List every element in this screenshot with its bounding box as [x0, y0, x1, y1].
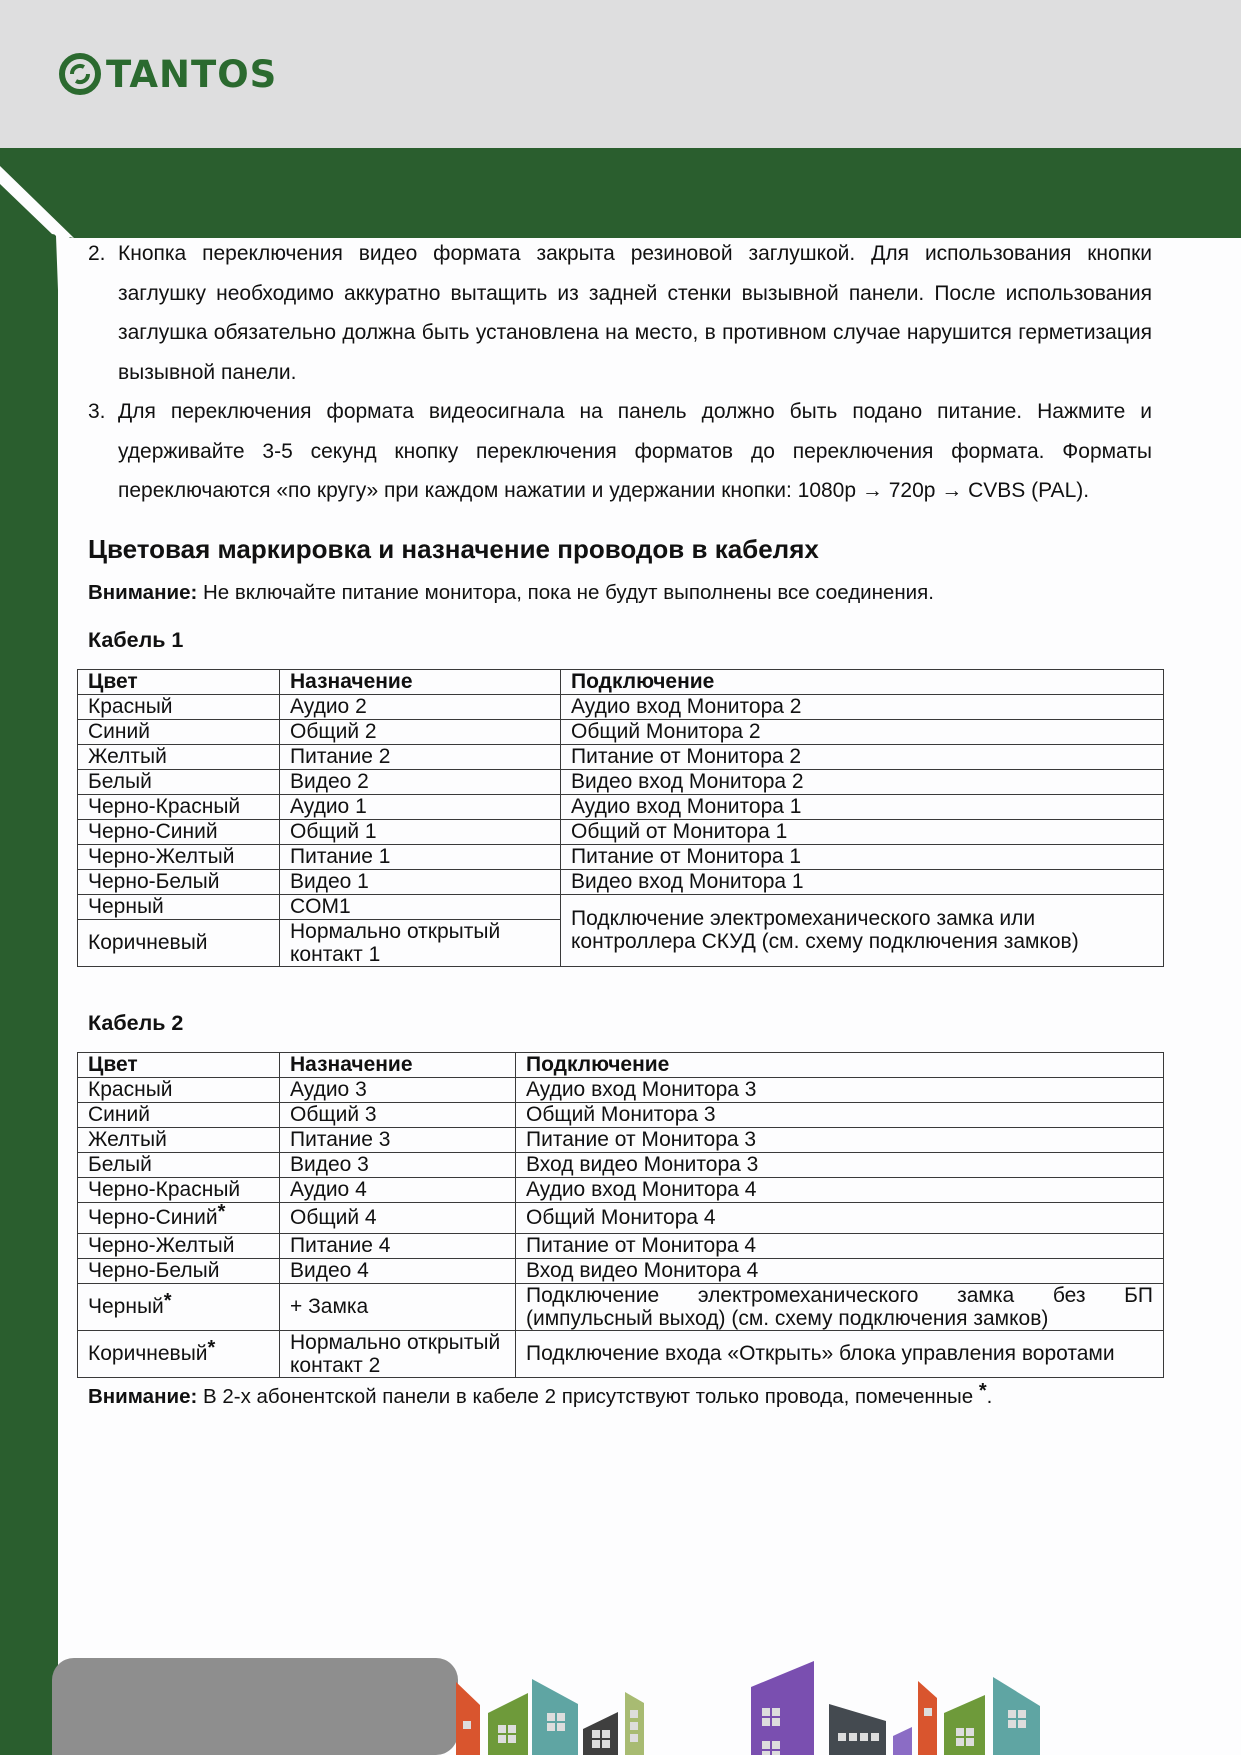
wire-color-label: Черный — [88, 1295, 164, 1318]
building — [456, 1682, 480, 1755]
wire-color — [78, 1152, 280, 1177]
wire-color: Черно-Синий — [78, 819, 280, 844]
table-row — [78, 769, 1164, 794]
table-row — [78, 819, 1164, 844]
wire-color — [78, 1202, 280, 1233]
wire-purpose: Нормально открытый контакт 2 — [280, 1330, 516, 1377]
brand-name: TANTOS — [106, 52, 278, 96]
table-row — [78, 744, 1164, 769]
wire-purpose: Питание 3 — [280, 1127, 516, 1152]
table-row — [78, 1102, 1164, 1127]
table-row — [78, 1258, 1164, 1283]
wire-connection: Общий Монитора 4 — [516, 1202, 1164, 1233]
asterisk-mark: * — [217, 1201, 226, 1223]
attention-note-2 — [88, 1379, 1152, 1410]
building — [944, 1695, 985, 1755]
attention-text: В 2-х абонентской панели в кабеле 2 присутствуют только провода, помеченные — [197, 1384, 979, 1408]
wire-connection: Аудио вход Монитора 4 — [516, 1177, 1164, 1202]
table-row — [78, 844, 1164, 869]
attention-label: Внимание: — [88, 580, 198, 604]
wire-color-label: Желтый — [88, 1128, 167, 1151]
asterisk-mark: * — [207, 1337, 216, 1359]
gray-panel — [52, 1658, 458, 1755]
document-body — [88, 234, 1152, 1410]
table-row — [78, 694, 1164, 719]
wire-color — [78, 1177, 280, 1202]
wire-color — [78, 1330, 280, 1377]
wire-connection: Аудио вход Монитора 3 — [516, 1077, 1164, 1102]
step-text: Кнопка переключения видео формата закрыта резиновой заглушкой. Для использования кнопки заглушку необходимо аккуратно вытащить из задней стенки вызывной панели. После использования заглушка обязательно должна быть установлена на место, в противном случае нарушится герметизация вызывной панели. — [118, 242, 1152, 384]
wire-color: Черно-Белый — [78, 869, 280, 894]
building — [993, 1677, 1040, 1755]
wire-purpose: Видео 4 — [280, 1258, 516, 1283]
cable1-table — [77, 669, 1164, 967]
cable2-title: Кабель 2 — [88, 1010, 184, 1035]
wire-connection: Питание от Монитора 3 — [516, 1127, 1164, 1152]
wire-color: Желтый — [78, 744, 280, 769]
wire-color-label: Коричневый — [88, 1342, 208, 1365]
step-number: 2. — [88, 242, 106, 265]
wire-purpose: Аудио 4 — [280, 1177, 516, 1202]
wire-color: Красный — [78, 694, 280, 719]
wire-connection: Питание от Монитора 1 — [561, 844, 1164, 869]
wire-connection: Вход видео Монитора 3 — [516, 1152, 1164, 1177]
wire-connection: Видео вход Монитора 2 — [561, 769, 1164, 794]
wire-color: Черный — [78, 894, 280, 919]
wire-purpose: Питание 4 — [280, 1233, 516, 1258]
table-row — [78, 1152, 1164, 1177]
table-row — [78, 1283, 1164, 1330]
steps-list — [88, 234, 1152, 511]
attention-end: . — [986, 1384, 993, 1408]
building — [829, 1704, 886, 1755]
wire-connection: Общий Монитора 2 — [561, 719, 1164, 744]
asterisk-mark: * — [978, 1379, 987, 1402]
wire-purpose: Аудио 3 — [280, 1077, 516, 1102]
building — [751, 1661, 814, 1755]
table-row — [78, 794, 1164, 819]
wire-connection: Общий от Монитора 1 — [561, 819, 1164, 844]
table-header-row — [78, 1052, 1164, 1077]
wire-color — [78, 1077, 280, 1102]
wire-connection: Видео вход Монитора 1 — [561, 869, 1164, 894]
table-row — [78, 1233, 1164, 1258]
attention-note — [88, 580, 1152, 606]
wire-color — [78, 1258, 280, 1283]
header-connection: Подключение — [516, 1052, 1164, 1077]
building — [583, 1712, 618, 1755]
wire-purpose: Общий 1 — [280, 819, 561, 844]
wire-color-label: Черно-Желтый — [88, 1234, 235, 1257]
wire-color: Синий — [78, 719, 280, 744]
wire-connection: Аудио вход Монитора 1 — [561, 794, 1164, 819]
wire-color-label: Белый — [88, 1153, 152, 1176]
wire-purpose: Общий 4 — [280, 1202, 516, 1233]
wire-color: Белый — [78, 769, 280, 794]
wire-connection: Подключение электромеханического замка или контроллера СКУД (см. схему подключения замков) — [561, 894, 1164, 966]
cable1-title: Кабель 1 — [88, 627, 184, 652]
wire-connection: Подключение входа «Открыть» блока управления воротами — [516, 1330, 1164, 1377]
wire-purpose: Общий 2 — [280, 719, 561, 744]
step-number: 3. — [88, 400, 106, 423]
attention-label: Внимание: — [88, 1384, 198, 1408]
wire-color — [78, 1127, 280, 1152]
wire-color-label: Черно-Синий — [88, 1206, 218, 1229]
step-item — [88, 392, 1152, 511]
city-buildings-illustration — [0, 1600, 1241, 1755]
wire-purpose: Видео 2 — [280, 769, 561, 794]
building — [488, 1693, 528, 1755]
wire-color — [78, 1233, 280, 1258]
header-connection: Подключение — [561, 669, 1164, 694]
wire-purpose: Видео 1 — [280, 869, 561, 894]
wire-purpose: Видео 3 — [280, 1152, 516, 1177]
wire-purpose: Нормально открытый контакт 1 — [280, 919, 561, 966]
wire-color-label: Красный — [88, 1078, 173, 1101]
table-row — [78, 1202, 1164, 1233]
wire-purpose: Питание 2 — [280, 744, 561, 769]
cable2-table — [77, 1052, 1164, 1378]
table-row — [78, 1127, 1164, 1152]
header-purpose: Назначение — [280, 1052, 516, 1077]
section-title: Цветовая маркировка и назначение проводов в кабелях — [88, 533, 819, 564]
table-row — [78, 1177, 1164, 1202]
wire-connection: Аудио вход Монитора 2 — [561, 694, 1164, 719]
building — [893, 1727, 912, 1755]
wire-purpose: Аудио 1 — [280, 794, 561, 819]
wire-purpose: Питание 1 — [280, 844, 561, 869]
wire-purpose: Аудио 2 — [280, 694, 561, 719]
wire-connection: Питание от Монитора 4 — [516, 1233, 1164, 1258]
attention-text: Не включайте питание монитора, пока не будут выполнены все соединения. — [197, 580, 934, 604]
building — [918, 1681, 937, 1755]
table-row — [78, 869, 1164, 894]
wire-connection: Подключение электромеханического замка без БП (импульсный выход) (см. схему подключения замков) — [516, 1283, 1164, 1330]
header-color: Цвет — [78, 1052, 280, 1077]
wire-purpose: COM1 — [280, 894, 561, 919]
table-row — [78, 719, 1164, 744]
step-text: Для переключения формата видеосигнала на панель должно быть подано питание. Нажмите и удерживайте 3-5 секунд кнопку переключения форматов до переключения формата. Форматы переключаются «по кругу» при каждом нажатии и удержании кнопки: 1080p → 720p → CVBS (PAL). — [118, 400, 1152, 502]
table-row — [78, 1330, 1164, 1377]
header-purpose: Назначение — [280, 669, 561, 694]
wire-color: Черно-Красный — [78, 794, 280, 819]
wire-color — [78, 1102, 280, 1127]
wire-connection: Вход видео Монитора 4 — [516, 1258, 1164, 1283]
wire-color-label: Черно-Белый — [88, 1259, 220, 1282]
asterisk-mark: * — [163, 1290, 172, 1312]
table-row — [78, 1077, 1164, 1102]
wire-purpose: Общий 3 — [280, 1102, 516, 1127]
wire-connection: Общий Монитора 3 — [516, 1102, 1164, 1127]
wire-purpose: + Замка — [280, 1283, 516, 1330]
header-color: Цвет — [78, 669, 280, 694]
wire-color — [78, 1283, 280, 1330]
wire-color-label: Черно-Красный — [88, 1178, 241, 1201]
wire-color: Коричневый — [78, 919, 280, 966]
wire-color-label: Синий — [88, 1103, 150, 1126]
table-row — [78, 894, 1164, 919]
table-header-row — [78, 669, 1164, 694]
wire-color: Черно-Желтый — [78, 844, 280, 869]
step-item — [88, 234, 1152, 392]
wire-connection: Питание от Монитора 2 — [561, 744, 1164, 769]
